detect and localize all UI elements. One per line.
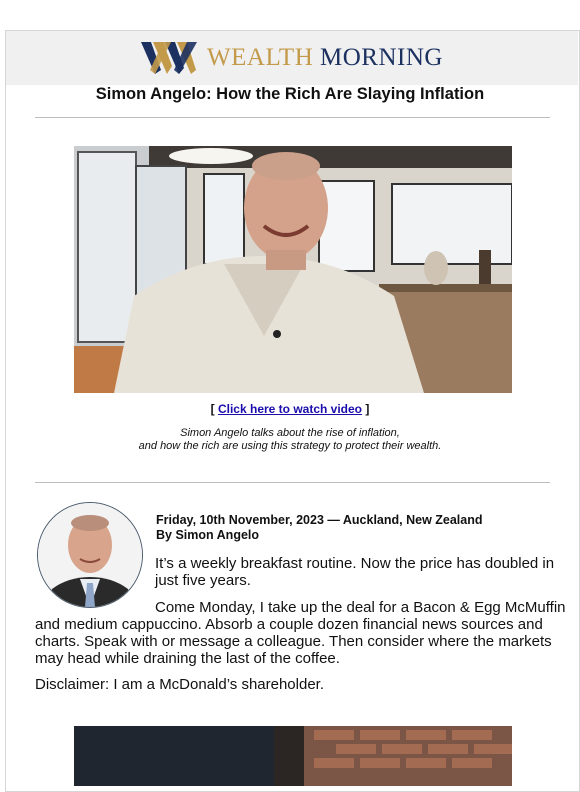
article-photo <box>74 726 512 786</box>
office-scene-image <box>74 146 512 393</box>
date-location: Friday, 10th November, 2023 — Auckland, New Zealand <box>156 513 483 527</box>
divider <box>35 482 550 483</box>
paragraph-1 <box>155 555 554 589</box>
paragraph-line: and medium cappuccino. Absorb a couple dozen financial news sources and <box>35 616 543 633</box>
byline <box>156 513 483 543</box>
video-thumbnail[interactable] <box>74 146 512 393</box>
divider <box>35 117 550 118</box>
paragraph-line: may head while draining the last of the coffee. <box>35 650 340 667</box>
article-title: Simon Angelo: How the Rich Are Slaying Inflation <box>95 85 485 103</box>
author-avatar <box>37 502 143 608</box>
author-portrait-image <box>38 503 142 607</box>
email-header <box>6 31 578 85</box>
brand-word-wealth: WEALTH <box>207 44 314 71</box>
paragraph-2-first-line: Come Monday, I take up the deal for a Bacon & Egg McMuffin <box>155 599 566 616</box>
paragraph-line: just five years. <box>155 572 251 589</box>
video-caption <box>0 427 580 453</box>
brick-wall-image <box>74 726 512 786</box>
wealth-morning-logo-icon <box>141 40 199 76</box>
paragraph-line: charts. Speak with or message a colleague. Then consider where the markets <box>35 633 552 650</box>
brand-name[interactable] <box>207 44 443 72</box>
bracket-close: ] <box>362 402 370 416</box>
caption-line-2: and how the rich are using this strategy to protect their wealth. <box>138 440 442 452</box>
watch-video-line <box>0 402 580 416</box>
author-name: By Simon Angelo <box>156 528 260 542</box>
paragraph-line: It’s a weekly breakfast routine. Now the price has doubled in <box>155 555 555 572</box>
watch-video-link[interactable]: Click here to watch video <box>217 402 363 416</box>
paragraph-2 <box>35 616 552 667</box>
brand-word-morning: MORNING <box>320 44 443 71</box>
bracket-open: [ <box>210 402 218 416</box>
caption-line-1: Simon Angelo talks about the rise of inflation, <box>180 427 400 439</box>
disclaimer: Disclaimer: I am a McDonald’s shareholder. <box>35 676 325 693</box>
